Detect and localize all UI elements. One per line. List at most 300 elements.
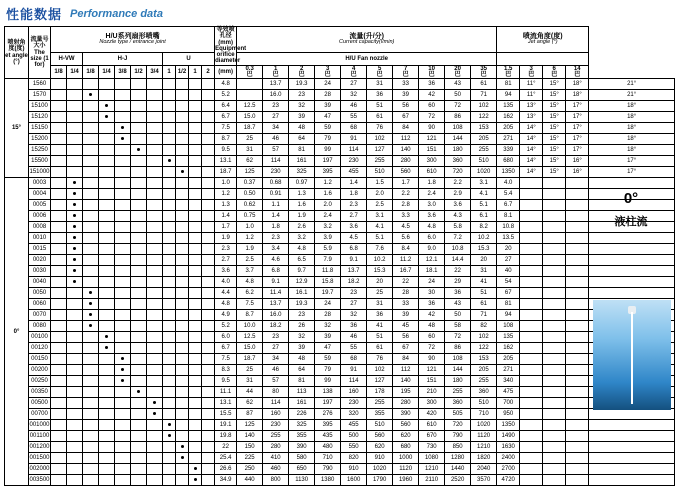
- jet-photo: [593, 300, 671, 410]
- row-jet-angle: [566, 365, 589, 376]
- row-flow-value: 395: [315, 420, 341, 431]
- row-flow-value: 4.5: [341, 233, 367, 244]
- row-jet-angle: [543, 365, 566, 376]
- nozzle-dot-cell: [176, 332, 189, 343]
- row-flow-value: 2.6: [289, 222, 315, 233]
- row-flow-value: 5.8: [445, 222, 471, 233]
- nozzle-dot-cell: [67, 321, 83, 332]
- nozzle-dot-cell: [115, 453, 131, 464]
- nozzle-dot-cell: [189, 200, 202, 211]
- row-flow-value: 710: [315, 453, 341, 464]
- nozzle-dot-cell: [51, 299, 67, 310]
- row-flow-value: 112: [393, 134, 419, 145]
- nozzle-dot-cell: [83, 409, 99, 420]
- nozzle-dot-cell: [147, 233, 163, 244]
- row-flow-value: 670: [419, 431, 445, 442]
- row-jet-angle: [566, 343, 589, 354]
- row-flow-value: 205: [471, 134, 497, 145]
- table-row: [5, 167, 675, 178]
- row-flow-value: 1440: [445, 464, 471, 475]
- nozzle-dot-cell: [202, 266, 215, 277]
- row-flow-value: 46: [341, 101, 367, 112]
- row-flow-value: 910: [341, 464, 367, 475]
- nozzle-dot-cell: [189, 288, 202, 299]
- row-flow-value: 39: [315, 101, 341, 112]
- row-flow-value: 91: [341, 365, 367, 376]
- hdr-pressure-9: 35 巴: [471, 65, 497, 79]
- row-flow-value: 32: [341, 310, 367, 321]
- row-flow-value: 81: [289, 145, 315, 156]
- row-flow-value: 108: [445, 123, 471, 134]
- nozzle-dot-cell: [131, 453, 147, 464]
- nozzle-dot-cell: [189, 112, 202, 123]
- row-jet-angle: [543, 475, 566, 486]
- row-flow-value: 61: [471, 79, 497, 90]
- row-flow-value: 48: [289, 123, 315, 134]
- row-flow-code: 15100: [29, 101, 51, 112]
- dot-icon: [89, 291, 92, 294]
- row-jet-angle: 14°: [520, 145, 543, 156]
- row-flow-value: 4.1: [471, 189, 497, 200]
- nozzle-dot-cell: [115, 277, 131, 288]
- nozzle-dot-cell: [147, 475, 163, 486]
- nozzle-dot-cell: [147, 145, 163, 156]
- row-orifice-diameter: 13.1: [215, 156, 237, 167]
- dot-icon: [181, 170, 184, 173]
- row-flow-code: 00150: [29, 354, 51, 365]
- row-flow-value: 13.7: [263, 79, 289, 90]
- row-flow-value: 4.3: [445, 211, 471, 222]
- row-flow-value: 51: [471, 288, 497, 299]
- row-flow-value: 151: [419, 145, 445, 156]
- nozzle-dot-cell: [51, 343, 67, 354]
- nozzle-dot-cell: [83, 387, 99, 398]
- row-flow-value: 46: [341, 332, 367, 343]
- row-jet-angle: [543, 255, 566, 266]
- row-jet-angle: 17°: [566, 145, 589, 156]
- nozzle-dot-cell: [189, 321, 202, 332]
- nozzle-dot-cell: [115, 266, 131, 277]
- nozzle-dot-cell: [189, 167, 202, 178]
- row-flow-value: 325: [289, 420, 315, 431]
- row-jet-angle: [543, 398, 566, 409]
- row-flow-value: 8.1: [497, 211, 520, 222]
- table-row: [5, 442, 675, 453]
- side-jet-type-label: 液柱流: [614, 216, 648, 228]
- nozzle-dot-cell: [83, 354, 99, 365]
- row-flow-value: 18.2: [263, 321, 289, 332]
- nozzle-dot-cell: [83, 464, 99, 475]
- nozzle-dot-cell: [189, 409, 202, 420]
- nozzle-dot-cell: [67, 211, 83, 222]
- row-flow-value: 1.6: [289, 200, 315, 211]
- row-flow-value: 39: [393, 310, 419, 321]
- nozzle-dot-cell: [67, 101, 83, 112]
- nozzle-dot-cell: [147, 398, 163, 409]
- row-orifice-diameter: 1.9: [215, 233, 237, 244]
- row-flow-value: 125: [237, 420, 263, 431]
- row-flow-value: 1020: [471, 420, 497, 431]
- row-jet-angle: [520, 310, 543, 321]
- row-jet-angle: [543, 332, 566, 343]
- row-flow-value: 31: [471, 266, 497, 277]
- hdr-pressure-3: 3 巴: [315, 65, 341, 79]
- row-flow-value: 31: [237, 376, 263, 387]
- row-flow-value: 3.3: [393, 211, 419, 222]
- row-jet-angle: 17°: [566, 101, 589, 112]
- row-flow-value: 1210: [471, 442, 497, 453]
- row-flow-value: 11.2: [393, 255, 419, 266]
- row-flow-value: 680: [393, 442, 419, 453]
- row-flow-value: 1080: [419, 453, 445, 464]
- row-jet-angle: [566, 299, 589, 310]
- nozzle-dot-cell: [147, 376, 163, 387]
- row-flow-value: 84: [393, 354, 419, 365]
- row-flow-value: 23: [289, 90, 315, 101]
- row-flow-value: 25: [367, 288, 393, 299]
- nozzle-dot-cell: [189, 475, 202, 486]
- nozzle-dot-cell: [131, 398, 147, 409]
- nozzle-dot-cell: [131, 244, 147, 255]
- nozzle-dot-cell: [67, 255, 83, 266]
- nozzle-dot-cell: [163, 167, 176, 178]
- row-flow-value: 15.0: [237, 343, 263, 354]
- row-flow-value: 3.2: [289, 233, 315, 244]
- row-orifice-diameter: 8.3: [215, 365, 237, 376]
- side-angle-value: 0°: [623, 190, 639, 207]
- row-flow-value: 87: [237, 409, 263, 420]
- subcol-jet-blank: [497, 52, 589, 65]
- row-flow-code: 15500: [29, 156, 51, 167]
- row-flow-value: 10.2: [367, 255, 393, 266]
- row-jet-angle: [543, 233, 566, 244]
- dot-icon: [194, 478, 197, 481]
- row-flow-value: 54: [497, 277, 520, 288]
- row-jet-angle: [543, 354, 566, 365]
- row-orifice-diameter: 1.4: [215, 211, 237, 222]
- row-orifice-diameter: 19.1: [215, 420, 237, 431]
- row-flow-code: 0010: [29, 233, 51, 244]
- nozzle-dot-cell: [83, 475, 99, 486]
- row-flow-value: 48: [419, 321, 445, 332]
- nozzle-dot-cell: [131, 145, 147, 156]
- row-jet-angle: [520, 453, 543, 464]
- hdr-jet-1: 3 巴: [520, 65, 543, 79]
- nozzle-dot-cell: [202, 211, 215, 222]
- nozzle-dot-cell: [189, 156, 202, 167]
- table-row: [5, 112, 675, 123]
- nozzle-dot-cell: [51, 277, 67, 288]
- nozzle-dot-cell: [147, 288, 163, 299]
- row-jet-angle: [543, 222, 566, 233]
- nozzle-dot-cell: [147, 365, 163, 376]
- row-flow-value: 13.7: [341, 266, 367, 277]
- table-row: [5, 321, 675, 332]
- row-jet-angle: [566, 288, 589, 299]
- row-flow-value: 2.7: [341, 211, 367, 222]
- nozzle-dot-cell: [202, 453, 215, 464]
- table-row: [5, 255, 675, 266]
- row-flow-code: 003500: [29, 475, 51, 486]
- nozzle-dot-cell: [189, 453, 202, 464]
- row-flow-code: 0003: [29, 178, 51, 189]
- nozzle-dot-cell: [51, 398, 67, 409]
- page-header: [0, 0, 679, 26]
- nozzle-dot-cell: [147, 167, 163, 178]
- col-nozzle-group: [51, 27, 215, 53]
- nozzle-dot-cell: [67, 123, 83, 134]
- row-flow-value: 18.7: [237, 354, 263, 365]
- nozzle-dot-cell: [115, 222, 131, 233]
- row-flow-value: 9.7: [289, 266, 315, 277]
- nozzle-dot-cell: [147, 431, 163, 442]
- table-row: [5, 244, 675, 255]
- row-orifice-diameter: 18.7: [215, 167, 237, 178]
- row-flow-value: 27: [263, 112, 289, 123]
- hdr-u-0: 1: [163, 65, 176, 79]
- hdr-pressure-5: 5 巴: [367, 65, 393, 79]
- nozzle-dot-cell: [147, 453, 163, 464]
- nozzle-dot-cell: [131, 211, 147, 222]
- nozzle-dot-cell: [202, 156, 215, 167]
- row-flow-value: 11.4: [263, 288, 289, 299]
- row-jet-angle: 15°: [543, 156, 566, 167]
- row-flow-value: 850: [445, 442, 471, 453]
- row-flow-value: 144: [445, 134, 471, 145]
- row-flow-value: 11.8: [315, 266, 341, 277]
- nozzle-dot-cell: [83, 112, 99, 123]
- row-jet-angle: [520, 442, 543, 453]
- nozzle-dot-cell: [115, 398, 131, 409]
- row-flow-value: 16.0: [263, 310, 289, 321]
- row-flow-value: 42: [419, 310, 445, 321]
- nozzle-dot-cell: [99, 442, 115, 453]
- row-jet-angle: 11°: [520, 90, 543, 101]
- dot-icon: [153, 412, 156, 415]
- nozzle-dot-cell: [176, 431, 189, 442]
- row-flow-value: 114: [263, 398, 289, 409]
- row-flow-value: 230: [263, 167, 289, 178]
- row-flow-value: 122: [471, 112, 497, 123]
- nozzle-dot-cell: [147, 156, 163, 167]
- col-flow-l3: The size (1 for): [30, 49, 49, 69]
- row-jet-angle: [520, 189, 543, 200]
- row-flow-value: 58: [445, 321, 471, 332]
- nozzle-group-en: Nozzle type / entrance joint: [99, 39, 166, 46]
- nozzle-dot-cell: [147, 277, 163, 288]
- nozzle-dot-cell: [67, 299, 83, 310]
- dot-icon: [181, 445, 184, 448]
- hdr-pressure-4: 4 巴: [341, 65, 367, 79]
- nozzle-dot-cell: [189, 310, 202, 321]
- nozzle-dot-cell: [202, 420, 215, 431]
- nozzle-dot-cell: [202, 332, 215, 343]
- row-flow-value: 39: [315, 332, 341, 343]
- row-flow-value: 1350: [497, 167, 520, 178]
- nozzle-dot-cell: [189, 178, 202, 189]
- row-jet-angle: [520, 464, 543, 475]
- row-flow-value: 1.7: [393, 178, 419, 189]
- row-flow-value: 440: [237, 475, 263, 486]
- nozzle-dot-cell: [163, 442, 176, 453]
- nozzle-dot-cell: [115, 167, 131, 178]
- row-jet-angle: [543, 244, 566, 255]
- nozzle-dot-cell: [115, 310, 131, 321]
- nozzle-dot-cell: [163, 310, 176, 321]
- row-flow-code: 0004: [29, 189, 51, 200]
- row-flow-value: 4.1: [367, 222, 393, 233]
- row-flow-code: 0060: [29, 299, 51, 310]
- nozzle-dot-cell: [189, 233, 202, 244]
- row-jet-angle: [543, 211, 566, 222]
- nozzle-dot-cell: [51, 464, 67, 475]
- row-jet-angle: [566, 398, 589, 409]
- nozzle-dot-cell: [176, 464, 189, 475]
- nozzle-dot-cell: [147, 255, 163, 266]
- row-flow-value: 790: [445, 431, 471, 442]
- row-flow-value: 61: [367, 343, 393, 354]
- nozzle-dot-cell: [67, 464, 83, 475]
- row-flow-value: 4.8: [419, 222, 445, 233]
- row-orifice-diameter: 34.9: [215, 475, 237, 486]
- row-flow-value: 10.0: [237, 321, 263, 332]
- row-jet-angle: 18°: [566, 79, 589, 90]
- hdr-pressure-7: 10 巴: [419, 65, 445, 79]
- nozzle-dot-cell: [176, 288, 189, 299]
- row-orifice-diameter: 19.8: [215, 431, 237, 442]
- row-flow-value: 32: [315, 321, 341, 332]
- row-flow-value: 7.2: [445, 233, 471, 244]
- row-flow-value: 48: [289, 354, 315, 365]
- nozzle-dot-cell: [202, 233, 215, 244]
- nozzle-dot-cell: [189, 79, 202, 90]
- nozzle-dot-cell: [176, 420, 189, 431]
- nozzle-dot-cell: [176, 409, 189, 420]
- row-flow-value: 226: [289, 409, 315, 420]
- table-row: [5, 387, 675, 398]
- nozzle-dot-cell: [99, 266, 115, 277]
- row-flow-value: 560: [393, 167, 419, 178]
- nozzle-dot-cell: [147, 134, 163, 145]
- row-flow-value: 205: [497, 123, 520, 134]
- row-flow-value: 32: [289, 101, 315, 112]
- nozzle-dot-cell: [131, 79, 147, 90]
- nozzle-dot-cell: [131, 365, 147, 376]
- nozzle-dot-cell: [131, 321, 147, 332]
- row-jet-angle: 18°: [566, 90, 589, 101]
- row-flow-value: 280: [393, 156, 419, 167]
- row-flow-code: 001100: [29, 431, 51, 442]
- nozzle-dot-cell: [115, 321, 131, 332]
- row-flow-value: 5.1: [471, 200, 497, 211]
- nozzle-dot-cell: [51, 90, 67, 101]
- nozzle-dot-cell: [115, 255, 131, 266]
- nozzle-dot-cell: [131, 354, 147, 365]
- row-flow-value: 300: [419, 156, 445, 167]
- row-jet-angle: [566, 354, 589, 365]
- row-flow-value: 5.9: [315, 244, 341, 255]
- nozzle-dot-cell: [131, 387, 147, 398]
- nozzle-dot-cell: [67, 112, 83, 123]
- row-orifice-diameter: 2.7: [215, 255, 237, 266]
- nozzle-dot-cell: [131, 90, 147, 101]
- nozzle-dot-cell: [189, 90, 202, 101]
- row-jet-angle: [520, 321, 543, 332]
- row-flow-value: 113: [289, 387, 315, 398]
- row-flow-value: 161: [289, 398, 315, 409]
- row-flow-value: 94: [497, 310, 520, 321]
- dot-icon: [137, 390, 140, 393]
- nozzle-dot-cell: [99, 398, 115, 409]
- nozzle-dot-cell: [115, 134, 131, 145]
- nozzle-dot-cell: [176, 222, 189, 233]
- nozzle-dot-cell: [99, 134, 115, 145]
- row-flow-value: 162: [497, 343, 520, 354]
- row-flow-value: 45: [393, 321, 419, 332]
- subcol-u: U: [163, 52, 215, 65]
- row-jet-angle: [520, 431, 543, 442]
- row-flow-value: 620: [393, 431, 419, 442]
- nozzle-dot-cell: [131, 343, 147, 354]
- row-flow-value: 79: [315, 134, 341, 145]
- row-flow-value: 0.37: [237, 178, 263, 189]
- nozzle-dot-cell: [115, 79, 131, 90]
- row-orifice-diameter: 7.5: [215, 123, 237, 134]
- row-flow-value: 4.6: [263, 255, 289, 266]
- row-flow-value: 340: [497, 376, 520, 387]
- nozzle-dot-cell: [202, 299, 215, 310]
- table-row: [5, 299, 675, 310]
- nozzle-dot-cell: [51, 255, 67, 266]
- table-row: [5, 211, 675, 222]
- row-flow-value: 43: [445, 299, 471, 310]
- row-orifice-diameter: 6.0: [215, 332, 237, 343]
- row-flow-value: 62: [237, 398, 263, 409]
- row-flow-value: 51: [367, 101, 393, 112]
- row-flow-value: 57: [263, 376, 289, 387]
- nozzle-dot-cell: [115, 299, 131, 310]
- row-flow-value: 36: [367, 310, 393, 321]
- row-flow-value: 2520: [445, 475, 471, 486]
- hdr-u-2: 1: [189, 65, 202, 79]
- nozzle-dot-cell: [51, 442, 67, 453]
- nozzle-dot-cell: [67, 420, 83, 431]
- nozzle-dot-cell: [67, 343, 83, 354]
- nozzle-dot-cell: [115, 101, 131, 112]
- row-flow-value: 24: [315, 299, 341, 310]
- row-flow-value: 2.0: [315, 200, 341, 211]
- nozzle-dot-cell: [67, 277, 83, 288]
- table-row: [5, 398, 675, 409]
- row-jet-angle: [566, 387, 589, 398]
- nozzle-dot-cell: [147, 464, 163, 475]
- nozzle-dot-cell: [163, 145, 176, 156]
- nozzle-dot-cell: [202, 200, 215, 211]
- col-equiv-orifice: [215, 27, 247, 66]
- nozzle-dot-cell: [83, 101, 99, 112]
- nozzle-dot-cell: [189, 145, 202, 156]
- row-flow-value: 10.8: [445, 244, 471, 255]
- row-flow-value: 4720: [497, 475, 520, 486]
- nozzle-dot-cell: [163, 354, 176, 365]
- row-flow-value: 2400: [497, 453, 520, 464]
- row-flow-value: 151: [419, 376, 445, 387]
- nozzle-dot-cell: [67, 398, 83, 409]
- hdr-pressure-8: 20 巴: [445, 65, 471, 79]
- nozzle-dot-cell: [131, 409, 147, 420]
- nozzle-dot-cell: [51, 200, 67, 211]
- nozzle-dot-cell: [163, 200, 176, 211]
